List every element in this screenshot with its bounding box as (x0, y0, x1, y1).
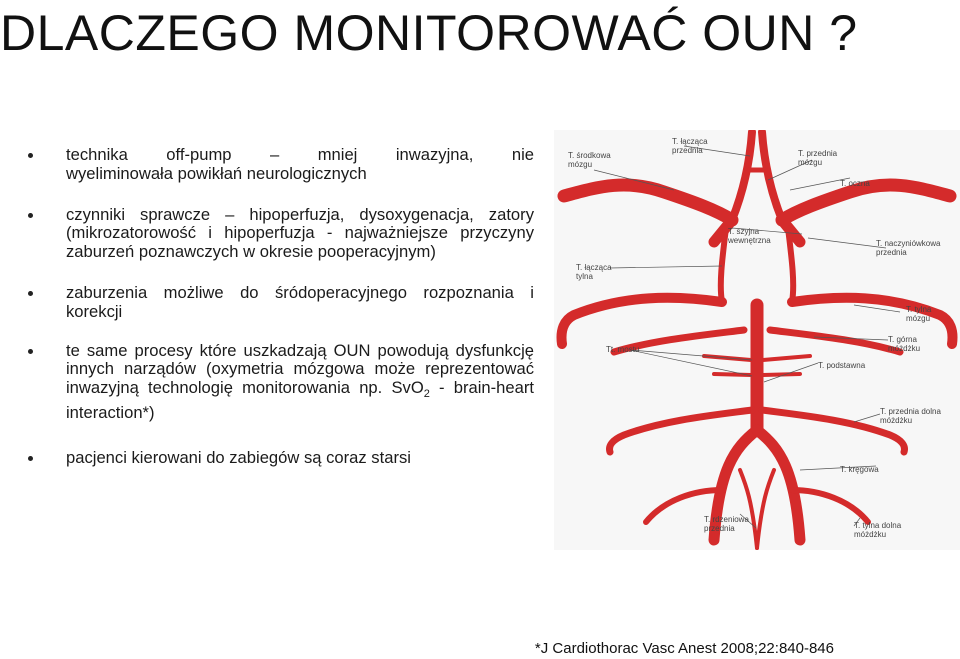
bullet-text-pre: te same procesy które uszkadzają OUN powodują dysfunkcję innych narządów (oxymetria mózgowa może reprezentować inwazyjną technologię monitorowania np. SvO (66, 340, 534, 398)
subscript-2: 2 (423, 388, 430, 401)
label-t-rdzeniowa-przednia: T. rdzeniowa przednia (704, 515, 749, 533)
bullet-text: pacjenci kierowani do zabiegów są coraz starsi (66, 447, 411, 467)
label-t-oczna: T. oczna (840, 179, 870, 188)
label-t-laczaca-tylna: T. łącząca tylna (576, 263, 612, 281)
label-t-kregowa: T. kręgowa (840, 465, 879, 474)
label-t-laczaca-przednia: T. łącząca przednia (672, 137, 708, 155)
label-t-gorna-mozdzku: T. górna móżdżku (888, 335, 921, 353)
label-t-przednia-mozgu: T. przednia mózgu (798, 149, 838, 167)
bullet-list (22, 146, 534, 487)
label-t-srodkowa-mozgu: T. środkowa mózgu (568, 151, 611, 169)
bullet-text-post: - brain-heart interaction*) (66, 378, 534, 422)
label-t-przednia-dolna-mozdzku: T. przednia dolna móżdżku (880, 407, 941, 425)
bullet-text: technika off-pump – mniej inwazyjna, nie (66, 145, 534, 164)
label-t-tylna-mozgu: T. tylna mózgu (906, 305, 932, 323)
bullet-item (22, 146, 534, 184)
label-t-tylna-dolna-mozdzku: T. tylna dolna móżdżku (854, 521, 902, 539)
bullet-dot (28, 349, 33, 354)
bullet-dot (28, 213, 33, 218)
label-tt-mostu: Tt. mostu (606, 345, 640, 354)
label-t-naczyniowkowa-przednia: T. naczyniówkowa przednia (876, 239, 941, 257)
bullet-item (22, 449, 534, 468)
label-t-podstawna: T. podstawna (818, 361, 866, 370)
bullet-dot (28, 291, 33, 296)
slide-title: DLACZEGO MONITOROWAĆ OUN ? (0, 5, 858, 61)
bullet-text: czynniki sprawcze – hipoperfuzja, dysoxygenacja, zatory (mikrozatorowość i hipoperfuzja - najważniejsze przyczyny zaburzeń poznawczych w okresie pooperacyjnym) (66, 204, 534, 262)
bullet-dot (28, 153, 33, 158)
bullet-item (22, 342, 534, 423)
label-t-szyjna-wewnetrzna: T. szyjna wewnętrzna (728, 227, 771, 245)
bullet-dot (28, 456, 33, 461)
bullet-text: zaburzenia możliwe do śródoperacyjnego rozpoznania i korekcji (66, 282, 534, 321)
bullet-item (22, 284, 534, 322)
footnote-citation: *J Cardiothorac Vasc Anest 2008;22:840-846 (534, 640, 834, 657)
bullet-item (22, 206, 534, 262)
bullet-text: wyeliminowała powikłań neurologicznych (66, 163, 367, 183)
arterial-diagram (554, 130, 960, 550)
circle-of-willis-figure (554, 130, 960, 550)
